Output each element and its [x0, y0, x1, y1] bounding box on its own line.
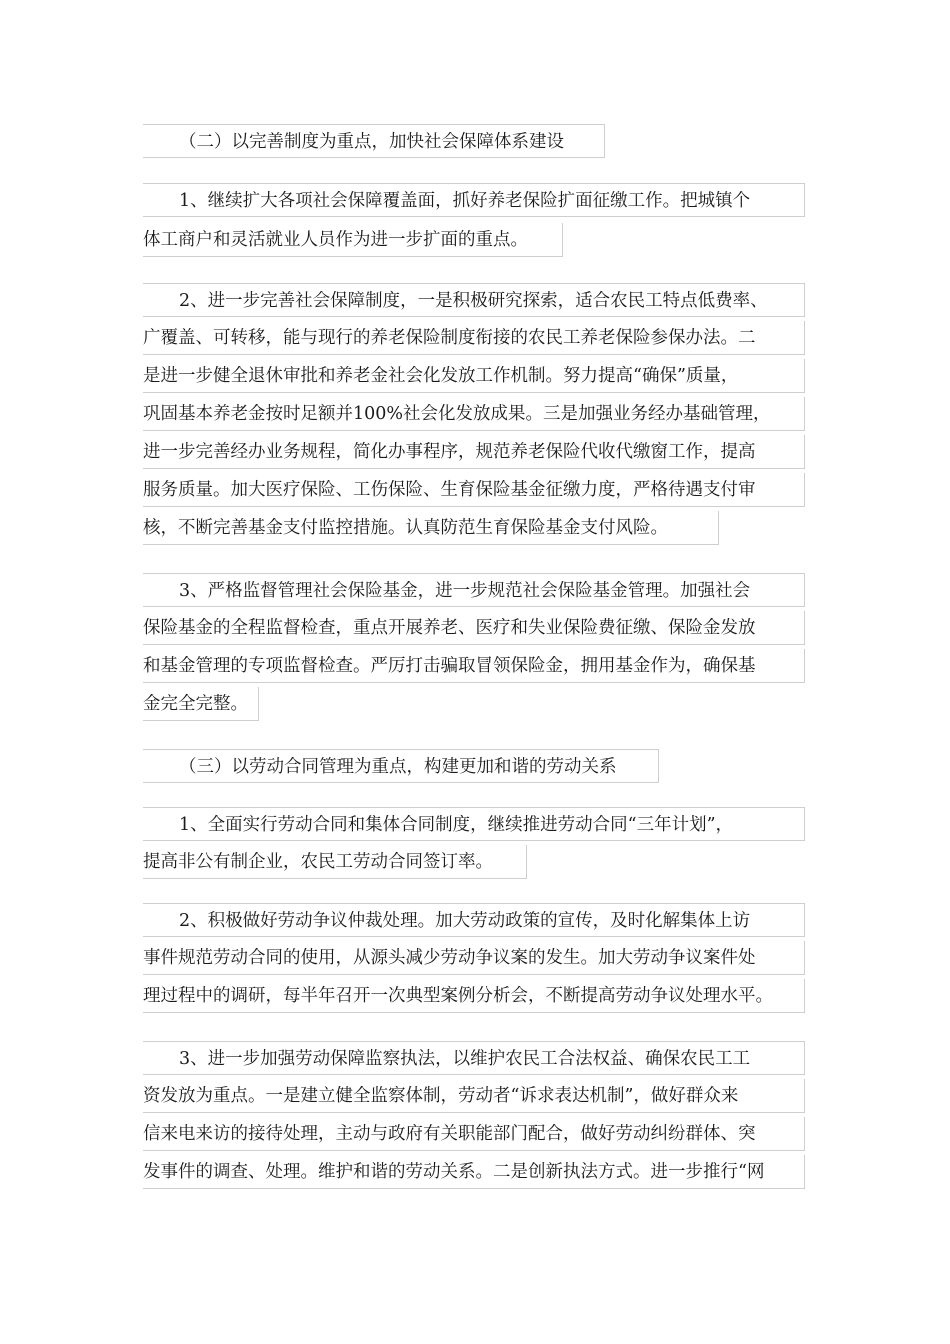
- paragraph-line: 是进一步健全退休审批和养老金社会化发放工作机制。努力提高“确保”质量，: [143, 359, 805, 393]
- paragraph-line: 资发放为重点。一是建立健全监察体制，劳动者“诉求表达机制”，做好群众来: [143, 1079, 805, 1113]
- paragraph-line: 理过程中的调研，每半年召开一次典型案例分析会，不断提高劳动争议处理水平。: [143, 979, 805, 1013]
- paragraph-line: 提高非公有制企业，农民工劳动合同签订率。: [143, 845, 527, 879]
- paragraph-line: 金完全完整。: [143, 687, 259, 721]
- paragraph-line: 1、全面实行劳动合同和集体合同制度，继续推进劳动合同“三年计划”，: [143, 807, 805, 841]
- paragraph-line: 体工商户和灵活就业人员作为进一步扩面的重点。: [143, 223, 563, 257]
- paragraph-line: 1、继续扩大各项社会保障覆盖面，抓好养老保险扩面征缴工作。把城镇个: [143, 183, 805, 217]
- paragraph-line: 2、积极做好劳动争议仲裁处理。加大劳动政策的宣传，及时化解集体上访: [143, 903, 805, 937]
- paragraph-line: 和基金管理的专项监督检查。严厉打击骗取冒领保险金，拥用基金作为，确保基: [143, 649, 805, 683]
- paragraph-line: 发事件的调查、处理。维护和谐的劳动关系。二是创新执法方式。进一步推行“网: [143, 1155, 805, 1189]
- section-heading: （二）以完善制度为重点，加快社会保障体系建设: [143, 124, 605, 158]
- paragraph-line: 核，不断完善基金支付监控措施。认真防范生育保险基金支付风险。: [143, 511, 719, 545]
- paragraph-line: 进一步完善经办业务规程，简化办事程序，规范养老保险代收代缴窗工作，提高: [143, 435, 805, 469]
- paragraph-line: 2、进一步完善社会保障制度，一是积极研究探索，适合农民工特点低费率、: [143, 283, 805, 317]
- paragraph-line: 3、严格监督管理社会保险基金，进一步规范社会保险基金管理。加强社会: [143, 573, 805, 607]
- paragraph-line: 信来电来访的接待处理，主动与政府有关职能部门配合，做好劳动纠纷群体、突: [143, 1117, 805, 1151]
- paragraph-line: 服务质量。加大医疗保险、工伤保险、生育保险基金征缴力度，严格待遇支付审: [143, 473, 805, 507]
- paragraph-line: 3、进一步加强劳动保障监察执法，以维护农民工合法权益、确保农民工工: [143, 1041, 805, 1075]
- paragraph-line: 广覆盖、可转移，能与现行的养老保险制度衔接的农民工养老保险参保办法。二: [143, 321, 805, 355]
- paragraph-line: 巩固基本养老金按时足额并100%社会化发放成果。三是加强业务经办基础管理，: [143, 397, 805, 431]
- paragraph-line: 事件规范劳动合同的使用，从源头减少劳动争议案的发生。加大劳动争议案件处: [143, 941, 805, 975]
- paragraph-line: 保险基金的全程监督检查，重点开展养老、医疗和失业保险费征缴、保险金发放: [143, 611, 805, 645]
- section-heading: （三）以劳动合同管理为重点，构建更加和谐的劳动关系: [143, 749, 659, 783]
